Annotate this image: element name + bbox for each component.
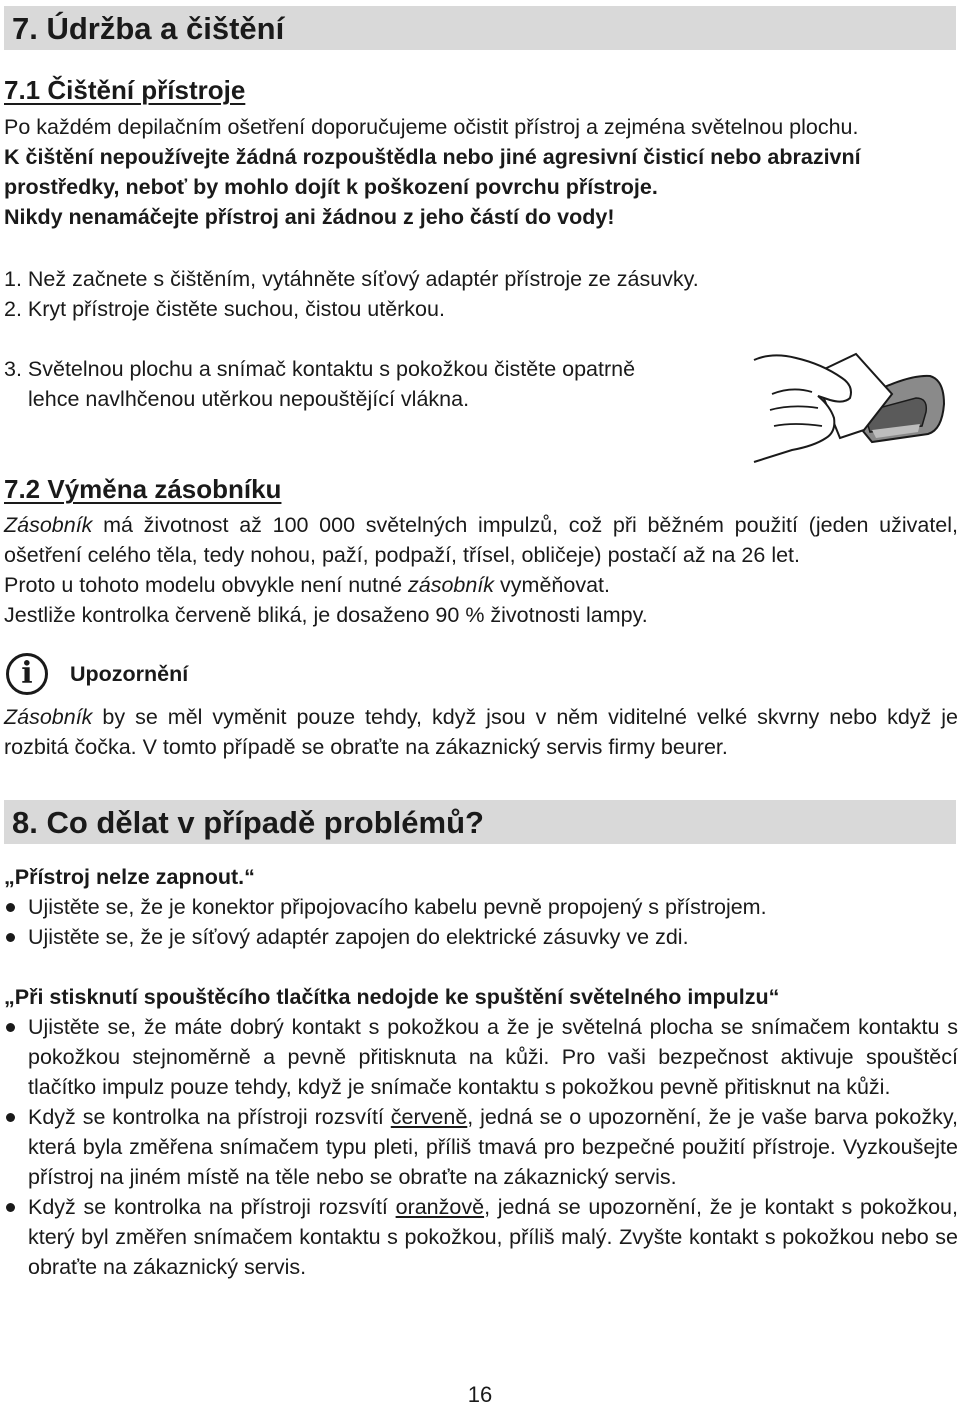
step-3-line-1: 3. Světelnou plochu a snímač kontaktu s pokožkou čistěte opatrně (4, 357, 636, 381)
subsection-7-1-heading: 7.1 Čištění přístroje (4, 75, 246, 105)
cleaning-steps-1-2 (4, 264, 958, 324)
cleaning-illustration (752, 346, 948, 468)
problem-2-item-1: Ujistěte se, že máte dobrý kontakt s pokožkou a že je světelná plocha se snímačem kontaktu s pokožkou stejnoměrně a pevně přitisknuta na kůži. Pro vaši bezpečnost aktivuje spouštěcí tlačítko impulz pouze tehdy, když je snímače kontaktu s pokožkou pevně přitisknut na kůži. (4, 1012, 958, 1102)
problem-1 (4, 862, 958, 952)
problem-2 (4, 982, 958, 1282)
item-3-post: , jedná se upozornění, že je kontakt s pokožkou, který byl změřen snímačem kontaktu s pokožkou, příliš malý. Zvyšte kontakt s pokožkou nebo se obraťte na zákaznický servis. (28, 1195, 958, 1279)
cartridge-paragraph-2 (4, 570, 958, 600)
cartridge-term: Zásobník (4, 513, 93, 537)
page-number: 16 (467, 1382, 493, 1407)
warning-line-2: prostředky, neboť by mohlo dojít k poškození povrchu přístroje. (4, 175, 658, 199)
cartridge-p2-term: zásobník (408, 573, 495, 597)
problem-1-title: „Přístroj nelze zapnout.“ (4, 865, 255, 889)
problem-1-item-1: Ujistěte se, že je konektor připojovacího kabelu pevně propojený s přístrojem. (4, 892, 958, 922)
info-icon: i (6, 653, 48, 695)
problem-2-list (4, 1012, 958, 1282)
cleaning-step-3 (4, 354, 724, 414)
subsection-7-2-heading: 7.2 Výměna zásobníku (4, 474, 282, 504)
notice-term: Zásobník (4, 705, 93, 729)
item-3-pre: Když se kontrolka na přístroji rozsvítí (28, 1195, 396, 1219)
warning-line-3: Nikdy nenamáčejte přístroj ani žádnou z jeho částí do vody! (4, 205, 615, 229)
step-1: 1. Než začnete s čištěním, vytáhněte síťový adaptér přístroje ze zásuvky. (4, 267, 699, 291)
step-2: 2. Kryt přístroje čistěte suchou, čistou utěrkou. (4, 297, 445, 321)
cartridge-paragraph-1 (4, 510, 958, 570)
cartridge-lifetime-text: má životnost až 100 000 světelných impulzů, což při běžném použití (jeden uživatel, ošetření celého těla, tedy nohou, paží, podpaží, třísel, obličeje) postačí až na 26 let. (4, 513, 958, 567)
cartridge-paragraph-3: Jestliže kontrolka červeně bliká, je dosaženo 90 % životnosti lampy. (4, 603, 648, 627)
cartridge-p2-post: vyměňovat. (494, 573, 610, 597)
intro-text: Po každém depilačním ošetření doporučujeme očistit přístroj a zejména světelnou plochu. (4, 115, 859, 139)
section-7-heading: 7. Údržba a čištění (4, 6, 956, 50)
notice-body: by se měl vyměnit pouze tehdy, když jsou v něm viditelné velké skvrny nebo když je rozbitá čočka. V tomto případě se obraťte na zákaznický servis firmy beurer. (4, 705, 958, 759)
step-3-line-2: lehce navlhčenou utěrkou nepouštějící vlákna. (28, 387, 470, 411)
item-2-red-word: červeně (390, 1105, 468, 1129)
problem-2-item-3 (4, 1192, 958, 1282)
warning-line-1: K čištění nepoužívejte žádná rozpouštědla nebo jiné agresivní čisticí nebo abrazivní (4, 145, 861, 169)
notice-text (4, 702, 958, 762)
cartridge-p2-pre: Proto u tohoto modelu obvykle není nutné (4, 573, 408, 597)
notice-paragraph (4, 702, 958, 762)
problem-2-title: „Při stisknutí spouštěcího tlačítka nedojde ke spuštění světelného impulzu“ (4, 985, 780, 1009)
cleaning-intro (4, 112, 958, 232)
item-2-pre: Když se kontrolka na přístroji rozsvítí (28, 1105, 391, 1129)
problem-1-item-2: Ujistěte se, že je síťový adaptér zapojen do elektrické zásuvky ve zdi. (4, 922, 958, 952)
problem-2-item-2 (4, 1102, 958, 1192)
section-8-heading: 8. Co dělat v případě problémů? (4, 800, 956, 844)
notice-label: Upozornění (70, 662, 189, 686)
item-3-orange-word: oranžově (395, 1195, 485, 1219)
problem-1-list (4, 892, 958, 952)
notice-block (6, 652, 406, 696)
item-2-post: , jedná se o upozornění, že je vaše barva pokožky, která byla změřena snímačem typu pleti, příliš tmavá pro bezpečné použití přístroje. Vyzkoušejte přístroj na jiném místě na těle nebo se obraťte na zákaznický servis. (28, 1105, 958, 1189)
cartridge-text (4, 510, 958, 630)
